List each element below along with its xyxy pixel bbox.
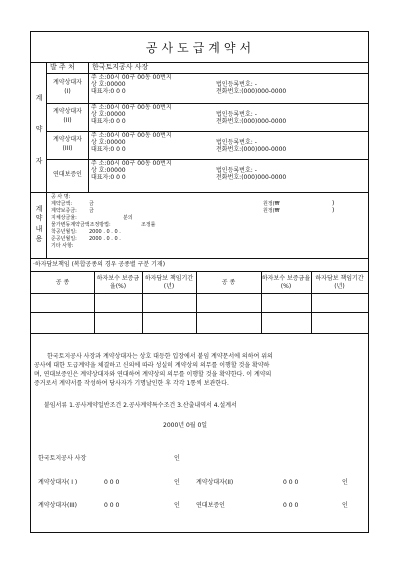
party-corp-number: 법인등록번호: - — [216, 81, 257, 88]
side-label-char: 내 — [35, 225, 43, 233]
client-value: 한국토지공사 사장 — [92, 63, 149, 71]
party-corp-number: 법인등록번호: - — [216, 167, 257, 174]
col-header-deposit-rate: 하자보수 보증금율(%) — [261, 275, 311, 290]
document-title: 공사도급계약서 — [145, 41, 256, 55]
col-header-warranty-period: 하자담보 책임기간(년) — [315, 275, 364, 290]
signatory-guarantor: 연대보증인 — [196, 502, 225, 509]
signatory-party-3: 계약상대자(III) — [38, 502, 77, 509]
col-header-work-type: 공 종 — [221, 279, 236, 286]
party-representative: 대표자:0 0 0 — [91, 174, 126, 181]
side-label-char: 계 — [35, 205, 43, 213]
contract-date: 2000년 0월 0일 — [163, 422, 208, 429]
paragraph-line: 한국토지공사 사장과 계약상대자는 상호 대등한 입장에서 붙임 계약문서에 의하여 위의 — [47, 353, 273, 360]
other-items-label: 기타 사항: — [51, 243, 74, 249]
party-number: (I) — [64, 88, 71, 95]
seal-mark: 인 — [174, 479, 180, 486]
party-role: 계약상대자 — [53, 108, 82, 115]
party-address: 주 소:00시 00구 00동 00번지 — [91, 104, 172, 111]
start-date-label: 착공년월일: — [51, 229, 77, 235]
divider — [31, 62, 368, 63]
contract-deposit-label: 계약보증금: — [51, 208, 77, 214]
party-role: 계약상대자 — [53, 79, 82, 86]
seal-mark: 인 — [174, 455, 180, 462]
party-phone: 전화번호:(000)000-0000 — [216, 174, 287, 181]
party-trade-name: 상 호:00000 — [91, 111, 126, 118]
price-adjust-label: 물가변동계약금액조정방법: — [51, 222, 111, 228]
warranty-section-label: ·하자담보책임 (복합공종의 경우 공종별 구분 기재) — [33, 261, 166, 268]
amount-paren-2: ) — [332, 207, 335, 214]
paragraph-line: 며, 연대보증인은 계약상대자와 연대하여 계약상의 의무를 이행할 것을 확약한다. 이 계약의 — [34, 371, 272, 378]
side-label-char: 용 — [35, 235, 43, 243]
party-phone: 전화번호:(000)000-0000 — [216, 118, 287, 125]
party-representative: 대표자:0 0 0 — [91, 146, 126, 153]
attachments-list: 붙임서류 1.공사계약일반조건 2.공사계약특수조건 3.산출내역서 4.설계서 — [44, 402, 237, 409]
paragraph-line: 공사에 대한 도급계약을 체결하고 신의에 따라 성실히 계약상의 의무를 이행할 것을 확약하 — [34, 362, 270, 369]
party-number: (II) — [63, 117, 72, 124]
party-address: 주 소:00시 00구 00동 00번지 — [91, 74, 172, 81]
delay-rate-value: 분의 — [123, 215, 133, 221]
contract-deposit-value: 금 — [89, 208, 94, 214]
side-label-char: 계 — [35, 94, 43, 102]
side-label-char: 약 — [35, 125, 43, 133]
party-phone: 전화번호:(000)000-0000 — [216, 146, 287, 153]
project-name-label: 공 사 명: — [51, 194, 71, 200]
paragraph-line: 증거로서 계약서를 작성하여 당사자가 기명날인한 후 각각 1통씩 보관한다. — [34, 380, 229, 387]
col-header-warranty-period: 하자담보 책임기간(년) — [144, 275, 194, 290]
signatory-name: 0 0 0 — [104, 502, 120, 509]
signatory-party-2: 계약상대자(II) — [196, 479, 234, 486]
party-phone: 전화번호:(000)000-0000 — [216, 88, 287, 95]
party-trade-name: 상 호:00000 — [91, 139, 126, 146]
party-representative: 대표자:0 0 0 — [91, 118, 126, 125]
signatory-party-1: 계약상대자( I ) — [38, 479, 78, 486]
contract-amount-label: 계약금액: — [51, 201, 73, 207]
delay-rate-label: 지체상금율: — [51, 215, 77, 221]
amount-won-2: 원정(₩ — [263, 208, 280, 214]
col-header-work-type: 공 종 — [55, 279, 70, 286]
party-role: 계약상대자 — [53, 136, 82, 143]
party-trade-name: 상 호:00000 — [91, 167, 126, 174]
contract-document — [30, 31, 369, 533]
signatory-name: 0 0 0 — [283, 502, 299, 509]
party-address: 주 소:00시 00구 00동 00번지 — [91, 132, 172, 139]
seal-mark: 인 — [342, 479, 348, 486]
client-label: 발 주 처 — [50, 63, 75, 71]
end-date-value: 2000 . 0 . 0 . — [89, 236, 121, 242]
signatory-lhc: 한국토지공사 사장 — [38, 455, 87, 462]
seal-mark: 인 — [342, 502, 348, 509]
party-corp-number: 법인등록번호: - — [216, 139, 257, 146]
start-date-value: 2000 . 0 . 0 . — [89, 229, 121, 235]
party-trade-name: 상 호:00000 — [91, 81, 126, 88]
price-adjust-value: 조정률 — [141, 222, 156, 228]
amount-paren-1: ) — [332, 200, 335, 207]
party-number: (III) — [62, 145, 73, 152]
party-corp-number: 법인등록번호: - — [216, 111, 257, 118]
seal-mark: 인 — [174, 502, 180, 509]
col-header-deposit-rate: 하자보수 보증금율(%) — [96, 275, 140, 290]
side-label-char: 약 — [35, 214, 43, 222]
party-representative: 대표자:0 0 0 — [91, 88, 126, 95]
side-label-char: 자 — [35, 157, 43, 165]
amount-won-1: 원정(₩ — [263, 201, 280, 207]
contract-amount-value: 금 — [89, 201, 94, 207]
party-address: 주 소:00시 00구 00동 00번지 — [91, 160, 172, 167]
signatory-name: 0 0 0 — [104, 479, 120, 486]
signatory-name: 0 0 0 — [283, 479, 299, 486]
guarantor-role: 연대보증인 — [53, 171, 82, 178]
end-date-label: 준공년월일: — [51, 236, 77, 242]
